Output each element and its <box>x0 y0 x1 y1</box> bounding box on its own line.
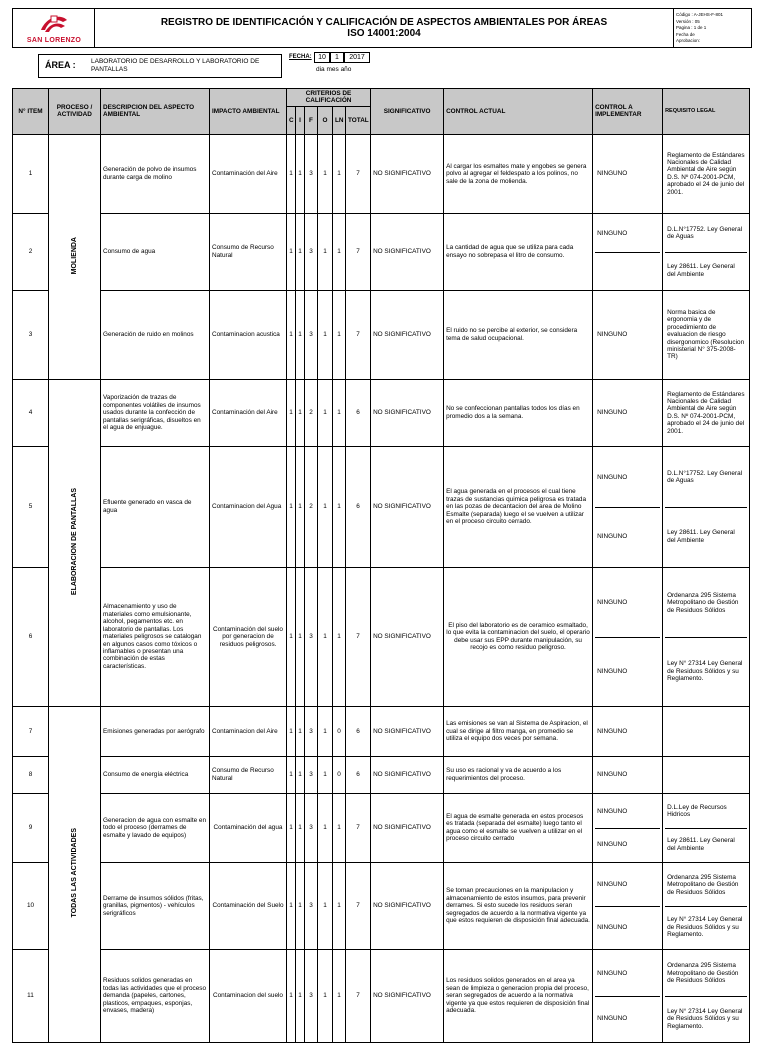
aspect-description: Generacion de agua con esmalte en todo el proceso (derrames de esmalte y lavado de equipos) <box>101 793 210 862</box>
meta-fecha: Fecha de <box>676 31 695 37</box>
col-proceso: PROCESO / ACTIVIDAD <box>49 89 101 135</box>
environmental-impact: Contaminación del Aire <box>210 379 287 446</box>
criterion-f: 2 <box>305 446 318 567</box>
item-number: 8 <box>13 756 49 793</box>
legal-item: Reglamento de Estándares Nacionales de Calidad Ambiental de Aire según D.S. Nº 074-2001-PCM, aprobado el 24 de junio del 2001. <box>667 151 745 196</box>
legal-requirement <box>663 706 750 756</box>
control-implementar-item: NINGUNO <box>597 881 628 889</box>
item-number: 11 <box>13 949 49 1042</box>
table-row <box>13 213 750 290</box>
table-row <box>13 793 750 862</box>
criterion-f: 3 <box>305 567 318 706</box>
aspect-description: Efluente generado en vasca de agua <box>101 446 210 567</box>
significance: NO SIGNIFICATIVO <box>371 862 444 949</box>
document-header <box>12 8 752 48</box>
criterion-c: 1 <box>287 213 296 290</box>
environmental-impact: Contaminacion acustica <box>210 290 287 379</box>
control-implementar-item: NINGUNO <box>597 969 628 977</box>
criterion-total: 7 <box>346 290 371 379</box>
control-implementar-item: NINGUNO <box>595 637 660 705</box>
criterion-o: 1 <box>318 446 333 567</box>
environmental-impact: Contaminacion del Agua <box>210 446 287 567</box>
criterion-f: 3 <box>305 134 318 213</box>
item-number: 4 <box>13 379 49 446</box>
significance: NO SIGNIFICATIVO <box>371 290 444 379</box>
col-i: I <box>296 106 305 134</box>
criterion-ln: 1 <box>333 793 346 862</box>
criterion-f: 3 <box>305 706 318 756</box>
criterion-total: 7 <box>346 862 371 949</box>
criterion-i: 1 <box>296 862 305 949</box>
criterion-f: 3 <box>305 756 318 793</box>
control-implementar <box>593 379 663 446</box>
criterion-f: 2 <box>305 379 318 446</box>
control-implementar-item: NINGUNO <box>597 409 628 417</box>
legal-item: Reglamento de Estándares Nacionales de Calidad Ambiental de Aire según D.S. Nº 074-2001-PCM, aprobado el 24 de junio del 2001. <box>667 390 745 435</box>
significance: NO SIGNIFICATIVO <box>371 793 444 862</box>
criterion-o: 1 <box>318 379 333 446</box>
aspects-table <box>12 88 750 1043</box>
legal-requirement <box>663 567 750 706</box>
control-implementar <box>593 793 663 862</box>
control-implementar-item: NINGUNO <box>597 727 628 735</box>
criterion-ln: 1 <box>333 290 346 379</box>
fecha-label: FECHA: <box>289 54 312 60</box>
criterion-i: 1 <box>296 793 305 862</box>
criterion-ln: 1 <box>333 213 346 290</box>
col-total: TOTAL <box>346 106 371 134</box>
control-actual: El agua generada en el procesos el cual tiene trazas de sustancias quimica peligrosa es tratada en las pozas de decantacion del area de Molino Esmalte (separada) luego el se vuelven a utilizar en el proceso circuito cerrado. <box>444 446 593 567</box>
criterion-total: 6 <box>346 756 371 793</box>
criterion-i: 1 <box>296 949 305 1042</box>
significance: NO SIGNIFICATIVO <box>371 567 444 706</box>
criterion-i: 1 <box>296 756 305 793</box>
legal-item: Ordenanza 295 Sistema Metropolitano de Gestión de Residuos Sólidos <box>667 962 739 985</box>
aspect-description: Vaporización de trazas de componentes volátiles de insumos usados durante la confección de pantallas serigráficas, disueltos en el agua de enjuague. <box>101 379 210 446</box>
table-row <box>13 379 750 446</box>
legal-item: Ley N° 27314 Ley General de Residuos Sólidos y su Reglamento. <box>665 906 747 948</box>
criterion-total: 6 <box>346 706 371 756</box>
criterion-c: 1 <box>287 290 296 379</box>
control-implementar-item: NINGUNO <box>597 771 628 779</box>
environmental-impact: Contaminación del Suelo <box>210 862 287 949</box>
legal-item: Ley N° 27314 Ley General de Residuos Sólidos y su Reglamento. <box>665 637 747 705</box>
criterion-f: 3 <box>305 949 318 1042</box>
criterion-total: 6 <box>346 446 371 567</box>
meta-pagina: Pagina : 1 de 1 <box>676 25 707 30</box>
criterion-c: 1 <box>287 379 296 446</box>
criterion-ln: 0 <box>333 706 346 756</box>
criterion-i: 1 <box>296 567 305 706</box>
control-implementar-item: NINGUNO <box>597 807 628 815</box>
aspect-description: Consumo de energía eléctrica <box>101 756 210 793</box>
criterion-total: 7 <box>346 949 371 1042</box>
col-ln: LN <box>333 106 346 134</box>
legal-item: Ley 28611. Ley General del Ambiente <box>665 507 747 566</box>
control-actual: Las emisiones se van al Sistema de Aspiracion, el cual se dirige al filtro manga, en promedio se utiliza el equipo dos veces por semana. <box>444 706 593 756</box>
criterion-i: 1 <box>296 134 305 213</box>
item-number: 3 <box>13 290 49 379</box>
col-c: C <box>287 106 296 134</box>
table-row <box>13 756 750 793</box>
criterion-o: 1 <box>318 213 333 290</box>
fecha-mes: 1 <box>330 52 344 63</box>
col-criterios: CRITERIOS DE CALIFICACIÓN <box>287 89 371 107</box>
legal-requirement <box>663 134 750 213</box>
control-implementar-item: NINGUNO <box>595 828 660 861</box>
col-control-actual: CONTROL ACTUAL <box>444 89 593 135</box>
col-impacto: IMPACTO AMBIENTAL <box>210 89 287 135</box>
criterion-f: 3 <box>305 793 318 862</box>
criterion-i: 1 <box>296 379 305 446</box>
legal-item: D.L.N°17752. Ley General de Aguas <box>667 469 743 485</box>
process-cell <box>49 379 101 706</box>
criterion-c: 1 <box>287 706 296 756</box>
table-row <box>13 134 750 213</box>
legal-item <box>665 708 747 755</box>
col-item: N° ITEM <box>13 89 49 135</box>
aspect-description: Derrame de insumos sólidos (fritas, granillas, pigmentos) - vehículos serigráficos <box>101 862 210 949</box>
control-actual: No se confeccionan pantallas todos los días en promedio dos a la semana. <box>444 379 593 446</box>
criterion-i: 1 <box>296 446 305 567</box>
control-implementar <box>593 290 663 379</box>
control-implementar-item: NINGUNO <box>597 599 628 607</box>
criterion-total: 6 <box>346 379 371 446</box>
legal-requirement <box>663 213 750 290</box>
control-implementar <box>593 567 663 706</box>
item-number: 2 <box>13 213 49 290</box>
aspect-description: Almacenamiento y uso de materiales como emulsionante, alcohol, pegamentos etc. en laboratorio de pantallas. Los materiales peligrosos se catalogan en algunos casos como tóxicos o inflamables o presentan una combinación de estas características. <box>101 567 210 706</box>
process-cell <box>49 134 101 379</box>
significance: NO SIGNIFICATIVO <box>371 213 444 290</box>
control-implementar-item: NINGUNO <box>597 331 628 339</box>
brand-name: SAN LORENZO <box>26 37 82 44</box>
criterion-ln: 0 <box>333 756 346 793</box>
criterion-ln: 1 <box>333 134 346 213</box>
control-implementar-item: NINGUNO <box>595 507 660 566</box>
fecha-anio: 2017 <box>344 52 370 63</box>
process-label: MOLIENDA <box>70 236 78 275</box>
legal-item: Ley 28611. Ley General del Ambiente <box>665 828 747 861</box>
criterion-i: 1 <box>296 213 305 290</box>
criterion-total: 7 <box>346 567 371 706</box>
environmental-impact: Contaminación del Aire <box>210 134 287 213</box>
col-requisito: REQUISITO LEGAL <box>663 89 750 135</box>
control-implementar-item: NINGUNO <box>595 906 660 948</box>
aspect-description: Generación de polvo de insumos durante carga de molino <box>101 134 210 213</box>
col-descripcion: DESCRIPCION DEL ASPECTO AMBIENTAL <box>101 89 210 135</box>
item-number: 10 <box>13 862 49 949</box>
aspect-description: Emisiones generadas por aerógrafo <box>101 706 210 756</box>
criterion-ln: 1 <box>333 567 346 706</box>
control-implementar <box>593 446 663 567</box>
significance: NO SIGNIFICATIVO <box>371 446 444 567</box>
process-label: ELABORACION DE PANTALLAS <box>70 488 78 596</box>
legal-item: Ley 28611. Ley General del Ambiente <box>665 252 747 289</box>
criterion-o: 1 <box>318 567 333 706</box>
aspect-description: Generación de ruido en molinos <box>101 290 210 379</box>
table-row <box>13 567 750 706</box>
control-implementar <box>593 862 663 949</box>
table-row <box>13 862 750 949</box>
significance: NO SIGNIFICATIVO <box>371 756 444 793</box>
fecha-sub-labels: dia mes año <box>316 66 352 73</box>
legal-requirement <box>663 756 750 793</box>
criterion-total: 7 <box>346 213 371 290</box>
criterion-o: 1 <box>318 862 333 949</box>
process-cell <box>49 706 101 1042</box>
table-row <box>13 706 750 756</box>
environmental-impact: Contaminacion del Aire <box>210 706 287 756</box>
criterion-f: 3 <box>305 213 318 290</box>
control-actual: Al cargar los esmaltes mate y engobes se genera polvo al agregar el feldespato a los polinos, no sale de la zona de molienda. <box>444 134 593 213</box>
aspect-description: Residuos solidos generadas en todas las actividades que el proceso demanda (papeles, cartones, plasticos, empaques, esponjas, envases, madera) <box>101 949 210 1042</box>
criterion-total: 7 <box>346 793 371 862</box>
san-lorenzo-logo-icon <box>39 12 69 36</box>
criterion-total: 7 <box>346 134 371 213</box>
criterion-c: 1 <box>287 949 296 1042</box>
criterion-o: 1 <box>318 756 333 793</box>
legal-item: D.L.N°17752. Ley General de Aguas <box>667 225 743 241</box>
control-actual: Su uso es racional y va de acuerdo a los requerimientos del proceso. <box>444 756 593 793</box>
criterion-c: 1 <box>287 446 296 567</box>
criterion-o: 1 <box>318 134 333 213</box>
criterion-i: 1 <box>296 706 305 756</box>
area-box <box>38 54 282 78</box>
title-line-1: REGISTRO DE IDENTIFICACIÓN Y CALIFICACIÓN DE ASPECTOS AMBIENTALES POR ÁREAS <box>160 17 608 28</box>
criterion-ln: 1 <box>333 949 346 1042</box>
criterion-ln: 1 <box>333 862 346 949</box>
legal-requirement <box>663 446 750 567</box>
criterion-c: 1 <box>287 756 296 793</box>
criterion-i: 1 <box>296 290 305 379</box>
criterion-o: 1 <box>318 706 333 756</box>
control-actual: Los residuos solidos generados en el area ya sean de limpieza o generacion propia del proceso, seran segregados de acuerdo a la normativa vigente ya que estos requieren de disposición final adecuada. <box>444 949 593 1042</box>
control-actual: El ruido no se percibe al exterior, se considera tema de salud ocupacional. <box>444 290 593 379</box>
legal-item: D.L.Ley de Recursos Hidricos <box>667 803 727 819</box>
legal-requirement <box>663 949 750 1042</box>
meta-aprobacion: Aprobacion: <box>676 38 701 43</box>
criterion-f: 3 <box>305 290 318 379</box>
table-row <box>13 446 750 567</box>
environmental-impact: Consumo de Recurso Natural <box>210 213 287 290</box>
col-significativo: SIGNIFICATIVO <box>371 89 444 135</box>
meta-version: Versión : 05 <box>676 18 700 24</box>
control-implementar <box>593 706 663 756</box>
process-label: TODAS LAS ACTIVIDADES <box>70 828 78 918</box>
document-title <box>95 9 673 47</box>
col-o: O <box>318 106 333 134</box>
criterion-o: 1 <box>318 290 333 379</box>
legal-item: Ordenanza 295 Sistema Metropolitano de Gestión de Residuos Sólidos <box>667 873 739 896</box>
control-implementar-item: NINGUNO <box>597 229 628 237</box>
control-implementar-item: NINGUNO <box>595 996 660 1041</box>
document-meta <box>673 9 753 47</box>
item-number: 5 <box>13 446 49 567</box>
control-implementar-item: NINGUNO <box>597 473 628 481</box>
control-implementar-item: NINGUNO <box>597 170 628 178</box>
legal-requirement <box>663 862 750 949</box>
criterion-ln: 1 <box>333 446 346 567</box>
control-actual: La cantidad de agua que se utiliza para cada ensayo no sobrepasa el litro de consumo. <box>444 213 593 290</box>
criterion-ln: 1 <box>333 379 346 446</box>
control-actual: Se toman precauciones en la manipulacion y almacenamiento de estos insumos, para prevenir derrames. Si esto sucede los residuos seran segregados de acuerdo a la normativa vigente ya que estos requieren de disposición final adecuada. <box>444 862 593 949</box>
control-implementar <box>593 134 663 213</box>
company-logo <box>13 9 95 47</box>
item-number: 7 <box>13 706 49 756</box>
significance: NO SIGNIFICATIVO <box>371 379 444 446</box>
control-implementar <box>593 213 663 290</box>
criterion-o: 1 <box>318 949 333 1042</box>
col-f: F <box>305 106 318 134</box>
legal-requirement <box>663 290 750 379</box>
legal-item <box>665 758 747 792</box>
item-number: 6 <box>13 567 49 706</box>
criterion-c: 1 <box>287 862 296 949</box>
criterion-c: 1 <box>287 793 296 862</box>
aspect-description: Consumo de agua <box>101 213 210 290</box>
meta-codigo: Código : A-JEHS-F-801 <box>676 12 724 17</box>
legal-item: Ley N° 27314 Ley General de Residuos Sólidos y su Reglamento. <box>665 996 747 1041</box>
environmental-impact: Contaminación del suelo por generacion de residuos peligrosos. <box>210 567 287 706</box>
criterion-f: 3 <box>305 862 318 949</box>
control-implementar-item <box>595 252 660 289</box>
legal-requirement <box>663 793 750 862</box>
control-implementar <box>593 949 663 1042</box>
environmental-impact: Consumo de Recurso Natural <box>210 756 287 793</box>
col-control-implementar: CONTROL A IMPLEMENTAR <box>593 89 663 135</box>
significance: NO SIGNIFICATIVO <box>371 706 444 756</box>
fecha-dia: 10 <box>314 52 330 63</box>
significance: NO SIGNIFICATIVO <box>371 949 444 1042</box>
environmental-impact: Contaminacion del suelo <box>210 949 287 1042</box>
table-row <box>13 290 750 379</box>
item-number: 1 <box>13 134 49 213</box>
environmental-impact: Contaminación del agua <box>210 793 287 862</box>
criterion-o: 1 <box>318 793 333 862</box>
significance: NO SIGNIFICATIVO <box>371 134 444 213</box>
legal-item: Norma basica de ergonomia y de procedimiento de evaluacion de riesgo disergonomico (Resolucion ministerial N° 375-2008-TR) <box>667 308 745 361</box>
legal-requirement <box>663 379 750 446</box>
control-actual: El agua de esmalte generada en estos procesos es tratada (separada del esmalte) luego tanto el agua como el esmalte se vuelven a utilizar en el proceso circuito cerrado <box>444 793 593 862</box>
criterion-c: 1 <box>287 134 296 213</box>
legal-item: Ordenanza 295 Sistema Metropolitano de Gestión de Residuos Sólidos <box>667 591 739 614</box>
table-row <box>13 949 750 1042</box>
area-value: LABORATORIO DE DESARROLLO Y LABORATORIO DE PANTALLAS <box>91 58 260 73</box>
criterion-c: 1 <box>287 567 296 706</box>
control-actual: El piso del laboratorio es de ceramico esmaltado, lo que evita la contaminacion del suelo, el operario debe usar sus EPP durante manipulación, su recojo es como residuo peligroso. <box>444 567 593 706</box>
title-line-2: ISO 14001:2004 <box>347 28 421 39</box>
item-number: 9 <box>13 793 49 862</box>
control-implementar <box>593 756 663 793</box>
area-label: ÁREA : <box>45 60 76 70</box>
